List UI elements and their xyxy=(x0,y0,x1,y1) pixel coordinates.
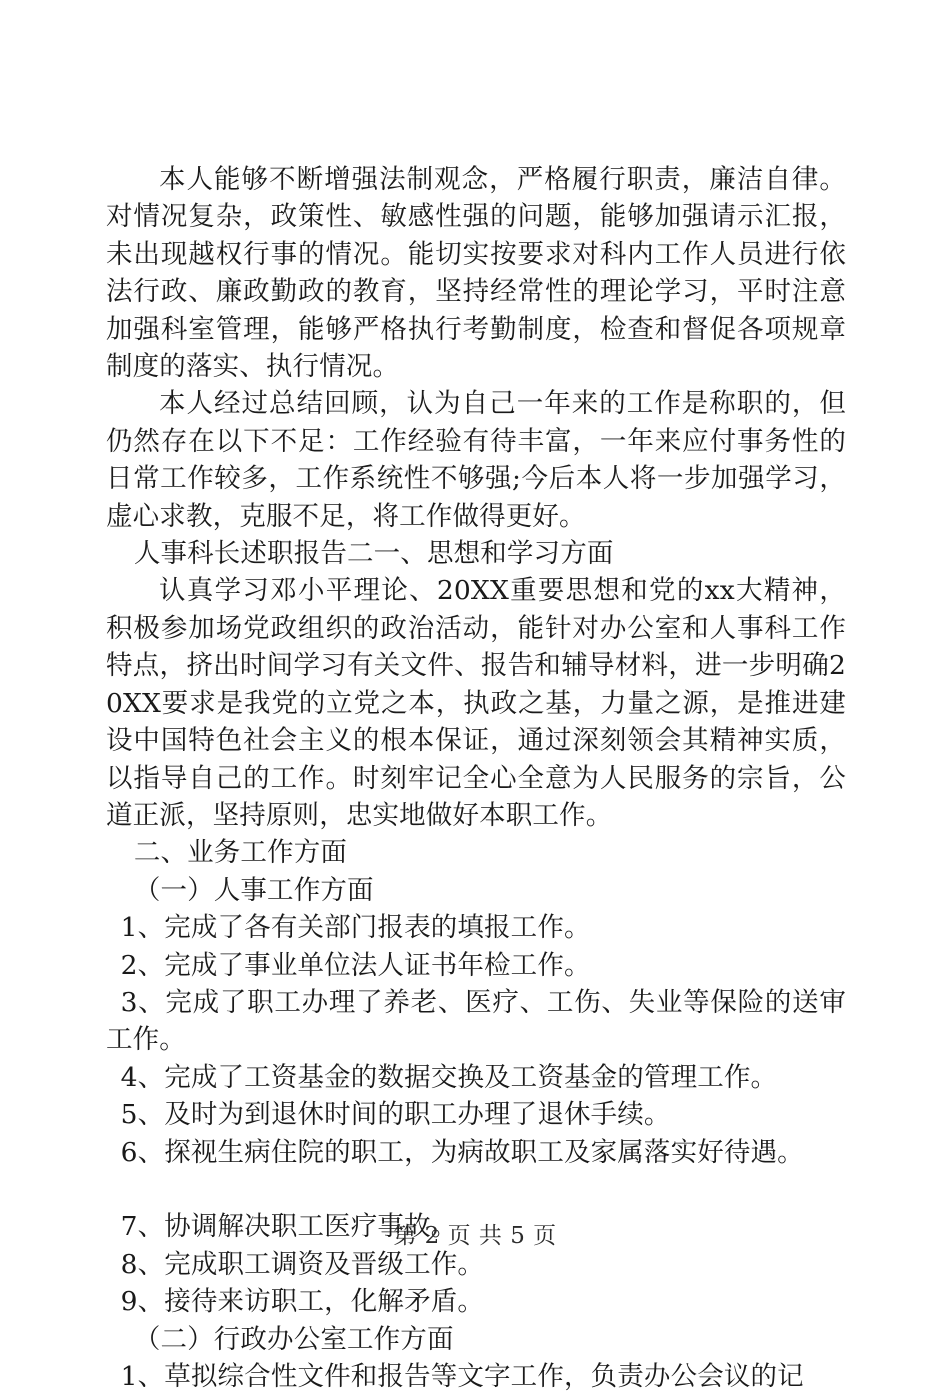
paragraph: 7、协调解决职工医疗事故。 xyxy=(120,1211,458,1243)
paragraph: （二）行政办公室工作方面 xyxy=(133,1323,454,1355)
paragraph: 本人能够不断增强法制观念，严格履行职责，廉洁自律。对情况复杂，政策性、敏感性强的问题，能够加强请示汇报，未出现越权行事的情况。能切实按要求对科内工作人员进行依法行政、廉政勤政的教育，坚持经常性的理论学习，平时注意加强科室管理，能够严格执行考勤制度，检查和督促各项规章制度的落实、执行情况。 xyxy=(106,164,846,383)
document-body xyxy=(106,161,846,1395)
blank-line xyxy=(106,1171,846,1208)
page-footer-text: 第 2 页 共 5 页 xyxy=(393,1223,557,1249)
paragraph: 2、完成了事业单位法人证书年检工作。 xyxy=(120,949,591,981)
paragraph: 3、完成了职工办理了养老、医疗、工伤、失业等保险的送审工作。 xyxy=(106,986,846,1056)
paragraph: 5、及时为到退休时间的职工办理了退休手续。 xyxy=(120,1099,671,1131)
paragraph: 认真学习邓小平理论、20XX重要思想和党的xx大精神，积极参加场党政组织的政治活动，能针对办公室和人事科工作特点，挤出时间学习有关文件、报告和辅导材料，进一步明确20XX要求是我党的立党之本，执政之基，力量之源，是推进建设中国特色社会主义的根本保证，通过深刻领会其精神实质，以指导自己的工作。时刻牢记全心全意为人民服务的宗旨，公道正派，坚持原则，忠实地做好本职工作。 xyxy=(106,575,846,831)
paragraph: 6、探视生病住院的职工，为病故职工及家属落实好待遇。 xyxy=(120,1136,804,1168)
paragraph: 二、业务工作方面 xyxy=(133,837,348,869)
page-footer xyxy=(0,1220,950,1252)
paragraph: 1、完成了各有关部门报表的填报工作。 xyxy=(120,912,591,944)
paragraph: 人事科长述职报告二一、思想和学习方面 xyxy=(133,538,614,570)
paragraph: 9、接待来访职工，化解矛盾。 xyxy=(120,1286,485,1318)
paragraph: （一）人事工作方面 xyxy=(133,874,374,906)
paragraph: 本人经过总结回顾，认为自己一年来的工作是称职的，但仍然存在以下不足：工作经验有待丰富，一年来应付事务性的日常工作较多，工作系统性不够强;今后本人将一步加强学习，虚心求教，克服不足，将工作做得更好。 xyxy=(106,388,846,532)
paragraph: 8、完成职工调资及晋级工作。 xyxy=(120,1248,485,1280)
paragraph: 4、完成了工资基金的数据交换及工资基金的管理工作。 xyxy=(120,1061,778,1093)
paragraph: 1、草拟综合性文件和报告等文字工作，负责办公会议的记 xyxy=(120,1360,804,1392)
